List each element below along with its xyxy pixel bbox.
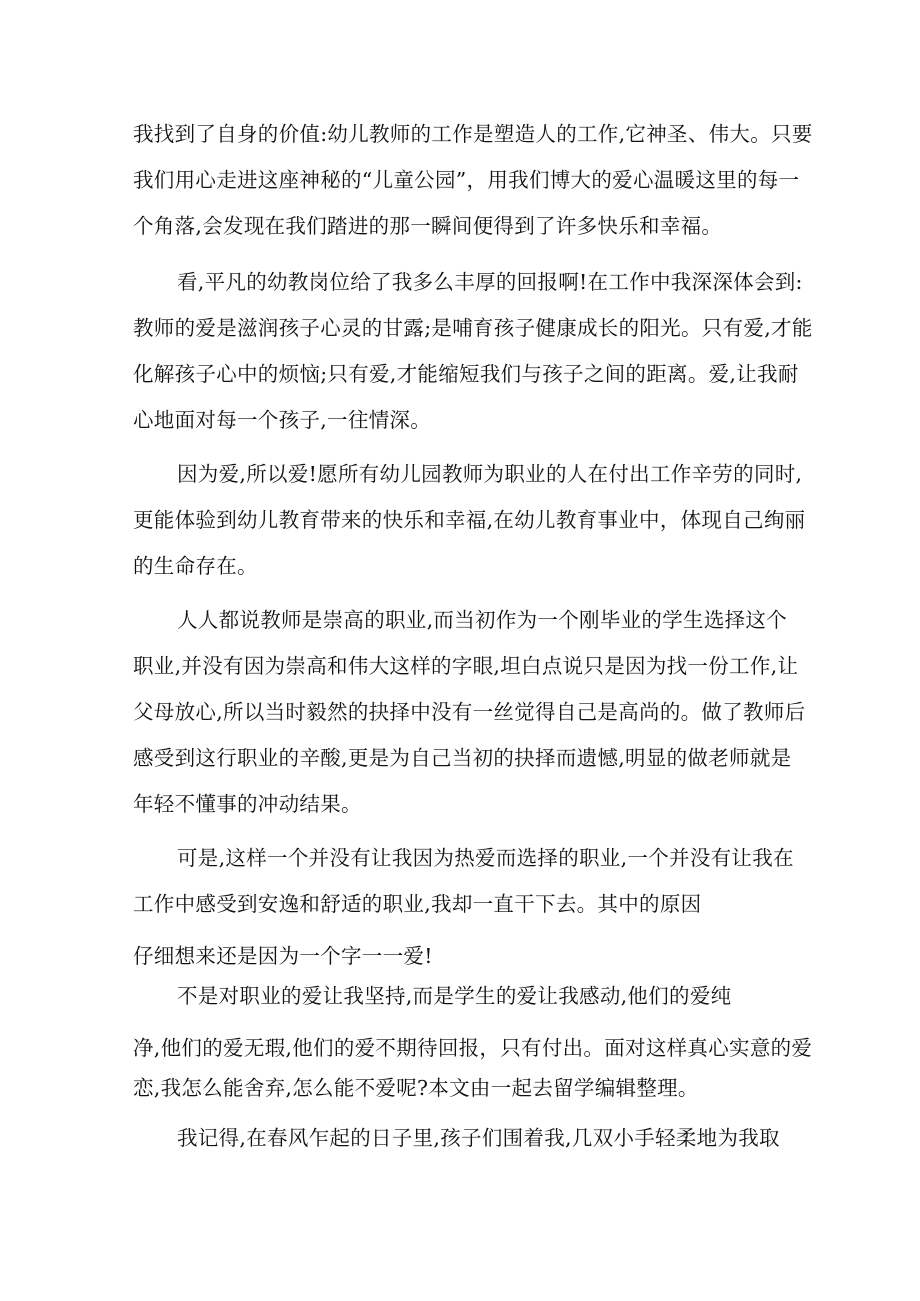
text-line: 感受到这行职业的辛酸,更是为自己当初的抉择而遗憾,明显的做老师就是 xyxy=(133,746,792,770)
text-line: 不是对职业的爱让我坚持,而是学生的爱让我感动,他们的爱纯 xyxy=(177,984,732,1008)
text-line: 更能体验到幼儿教育带来的快乐和幸福,在幼儿教育事业中，体现自己绚丽 xyxy=(133,508,806,532)
text-line: 个角落,会发现在我们踏进的那一瞬间便得到了许多快乐和幸福。 xyxy=(133,214,723,238)
text-line: 工作中感受到安逸和舒适的职业,我却一直干下去。其中的原因 xyxy=(133,892,702,916)
text-line: 我找到了自身的价值:幼儿教师的工作是塑造人的工作,它神圣、伟大。只要 xyxy=(133,122,813,146)
text-line: 父母放心,所以当时毅然的抉择中没有一丝觉得自己是高尚的。做了教师后 xyxy=(133,700,806,724)
text-line: 教师的爱是滋润孩子心灵的甘露;是哺育孩子健康成长的阳光。只有爱,才能 xyxy=(133,316,813,340)
text-line: 仔细想来还是因为一个字一一爱! xyxy=(133,944,433,968)
text-line: 职业,并没有因为崇高和伟大这样的字眼,坦白点说只是因为找一份工作,让 xyxy=(133,654,799,678)
text-line: 我们用心走进这座神秘的“儿童公园”，用我们博大的爱心温暖这里的每一 xyxy=(133,168,800,192)
text-line: 恋,我怎么能舍弃,怎么能不爱呢?本文由一起去留学编辑整理。 xyxy=(133,1076,699,1100)
text-line: 化解孩子心中的烦恼;只有爱,才能缩短我们与孩子之间的距离。爱,让我耐 xyxy=(133,362,799,386)
text-line: 因为爱,所以爱!愿所有幼儿园教师为职业的人在付出工作辛劳的同时, xyxy=(177,462,803,486)
text-line: 看,平凡的幼教岗位给了我多么丰厚的回报啊!在工作中我深深体会到: xyxy=(177,270,803,294)
text-line: 人人都说教师是崇高的职业,而当初作为一个刚毕业的学生选择这个 xyxy=(177,608,788,632)
text-line: 心地面对每一个孩子,一往情深。 xyxy=(133,408,432,432)
text-line: 可是,这样一个并没有让我因为热爱而选择的职业,一个并没有让我在 xyxy=(177,846,794,870)
text-line: 的生命存在。 xyxy=(133,554,258,578)
text-line: 净,他们的爱无瑕,他们的爱不期待回报，只有付出。面对这样真心实意的爱 xyxy=(133,1036,813,1060)
text-line: 年轻不懂事的冲动结果。 xyxy=(133,792,362,816)
text-line: 我记得,在春风乍起的日子里,孩子们围着我,几双小手轻柔地为我取 xyxy=(177,1126,780,1150)
